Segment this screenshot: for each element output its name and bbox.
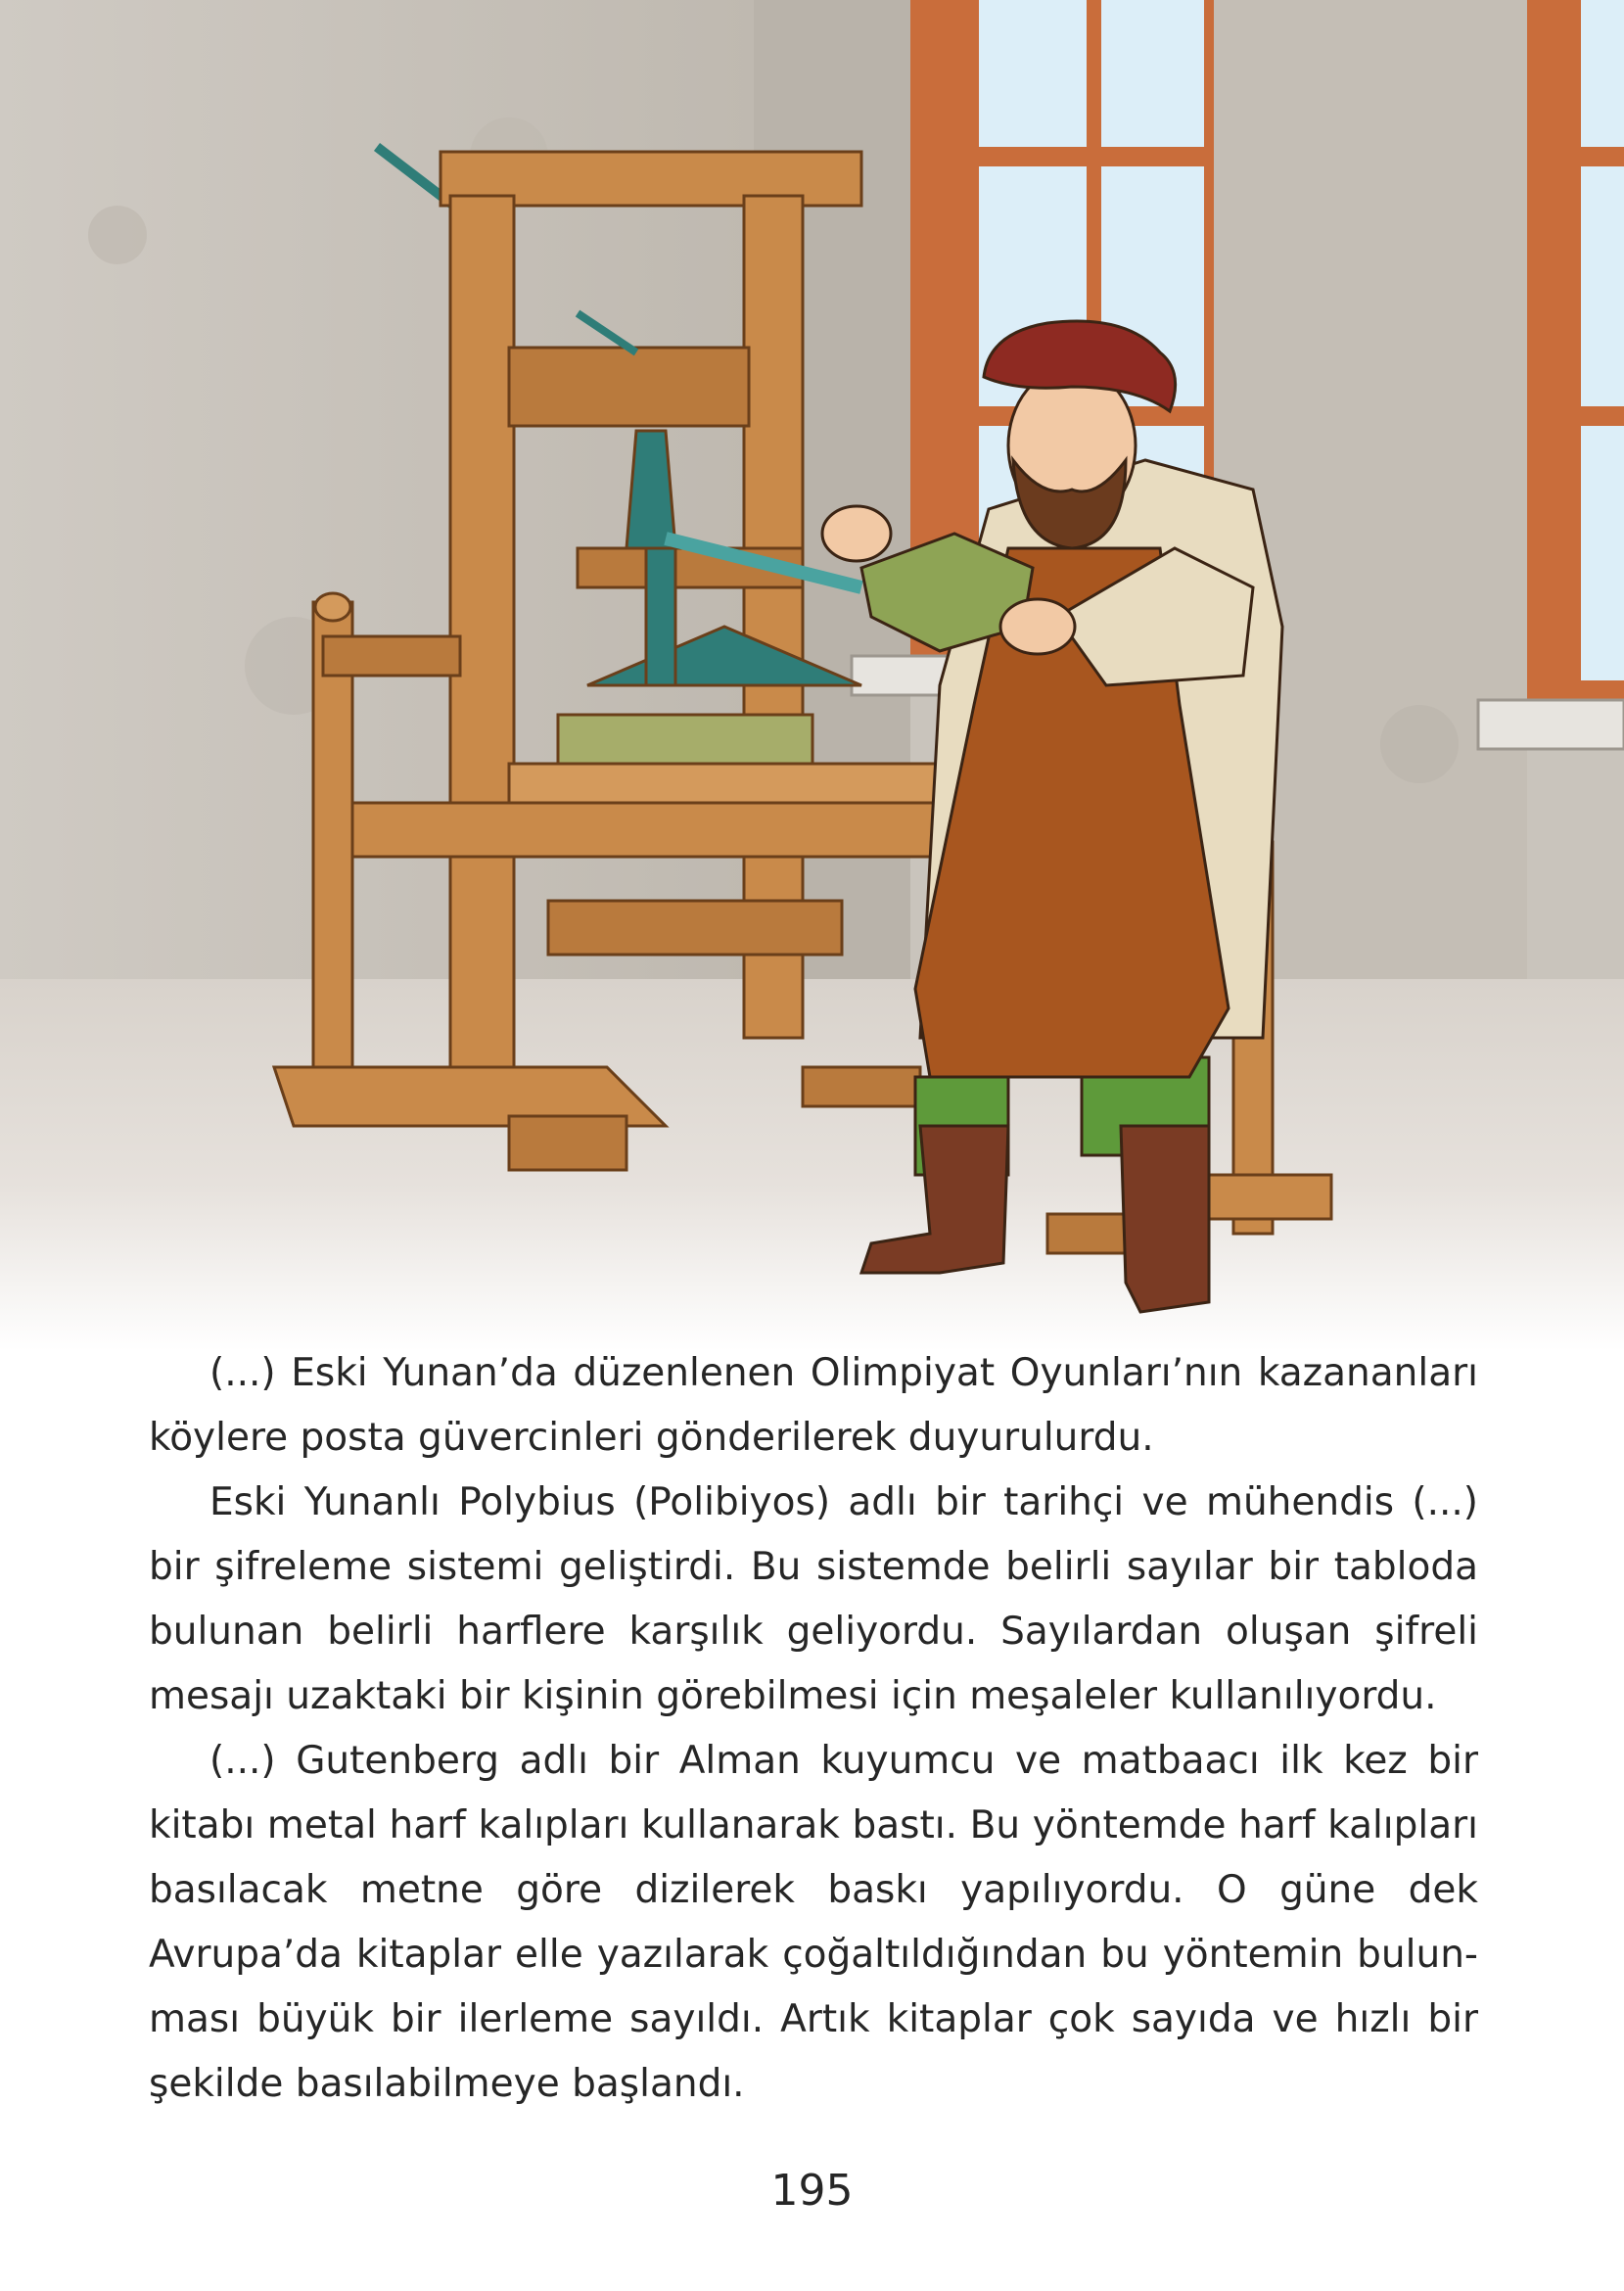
body-text: [149, 1341, 1478, 2117]
paragraph: Eski Yunanlı Polybius (Polibiyos) adlı bir tarihçi ve mühendis (...) bir şifreleme sistemi geliştirdi. Bu sistemde belirli sayılar bir tabloda bulunan belirli harflere karşılık geliyordu. Sayılardan oluşan şifreli mesajı uzaktaki bir kişinin görebilmesi için meşaleler kullanılıyordu.: [149, 1480, 1478, 1718]
paragraph: (...) Eski Yunan’da düzenlenen Olimpiyat Oyunları’nın kazananları köylere posta güvercinleri gönderilerek duyurulurdu.: [149, 1351, 1478, 1460]
paragraph: (...) Gutenberg adlı bir Alman kuyumcu ve matbaacı ilk kez bir kitabı metal harf kalıpları kullanarak bastı. Bu yöntemde harf kalıpları basılacak metne göre dizilerek baskı yapılıyordu. O güne dek Avrupa’da kitaplar elle yazılarak çoğaltıldığından bu yöntemin bulunması büyük bir ilerleme sayıldı. Artık kitaplar çok sayıda ve hızlı bir şekilde basılabilmeye başlandı.: [149, 1739, 1478, 2106]
page-number: 195: [770, 2166, 854, 2216]
